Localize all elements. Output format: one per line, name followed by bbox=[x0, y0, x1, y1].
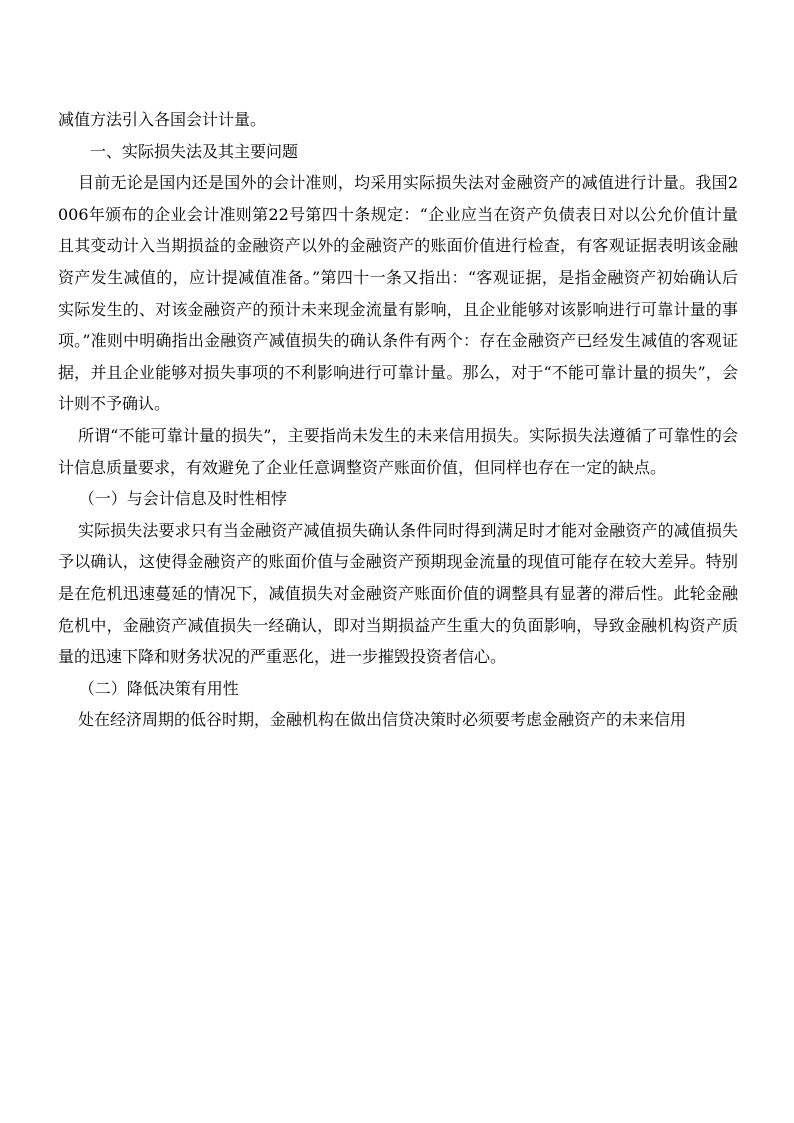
body-paragraph: 实际损失法要求只有当金融资产减值损失确认条件同时得到满足时才能对金融资产的减值损失予以确认，这使得金融资产的账面价值与金融资产预期现金流量的现值可能存在较大差异。特别是在危机迅速蔓延的情况下，减值损失对金融资产账面价值的调整具有显著的滞后性。此轮金融危机中，金融资产减值损失一经确认，即对当期损益产生重大的负面影响，导致金融机构资产质量的迅速下降和财务状况的严重恶化，进一步摧毁投资者信心。 bbox=[58, 520, 738, 667]
document-body bbox=[58, 104, 738, 736]
subsection-heading: （二）降低决策有用性 bbox=[78, 678, 239, 698]
subsection-heading: （一）与会计信息及时性相悖 bbox=[78, 489, 287, 509]
paragraph-continuation: 减值方法引入各国会计计量。 bbox=[58, 110, 267, 129]
section-heading: 一、实际损失法及其主要问题 bbox=[90, 141, 299, 161]
body-paragraph: 处在经济周期的低谷时期，金融机构在做出信贷决策时必须要考虑金融资产的未来信用 bbox=[78, 710, 687, 730]
body-paragraph: 目前无论是国内还是国外的会计准则，均采用实际损失法对金融资产的减值进行计量。我国2006年颁布的企业会计准则第22号第四十条规定：“企业应当在资产负债表日对以公允价值计量且其变动计入当期损益的金融资产以外的金融资产的账面价值进行检查，有客观证据表明该金融资产发生减值的，应计提减值准备。”第四十一条又指出：“客观证据，是指金融资产初始确认后实际发生的、对该金融资产的预计未来现金流量有影响，且企业能够对该影响进行可靠计量的事项。”准则中明确指出金融资产减值损失的确认条件有两个：存在金融资产已经发生减值的客观证据，并且企业能够对损失事项的不利影响进行可靠计量。那么，对于“不能可靠计量的损失”，会计则不予确认。 bbox=[58, 173, 738, 414]
body-paragraph: 所谓“不能可靠计量的损失”，主要指尚未发生的未来信用损失。实际损失法遵循了可靠性的会计信息质量要求，有效避免了企业任意调整资产账面价值，但同样也存在一定的缺点。 bbox=[58, 425, 738, 477]
